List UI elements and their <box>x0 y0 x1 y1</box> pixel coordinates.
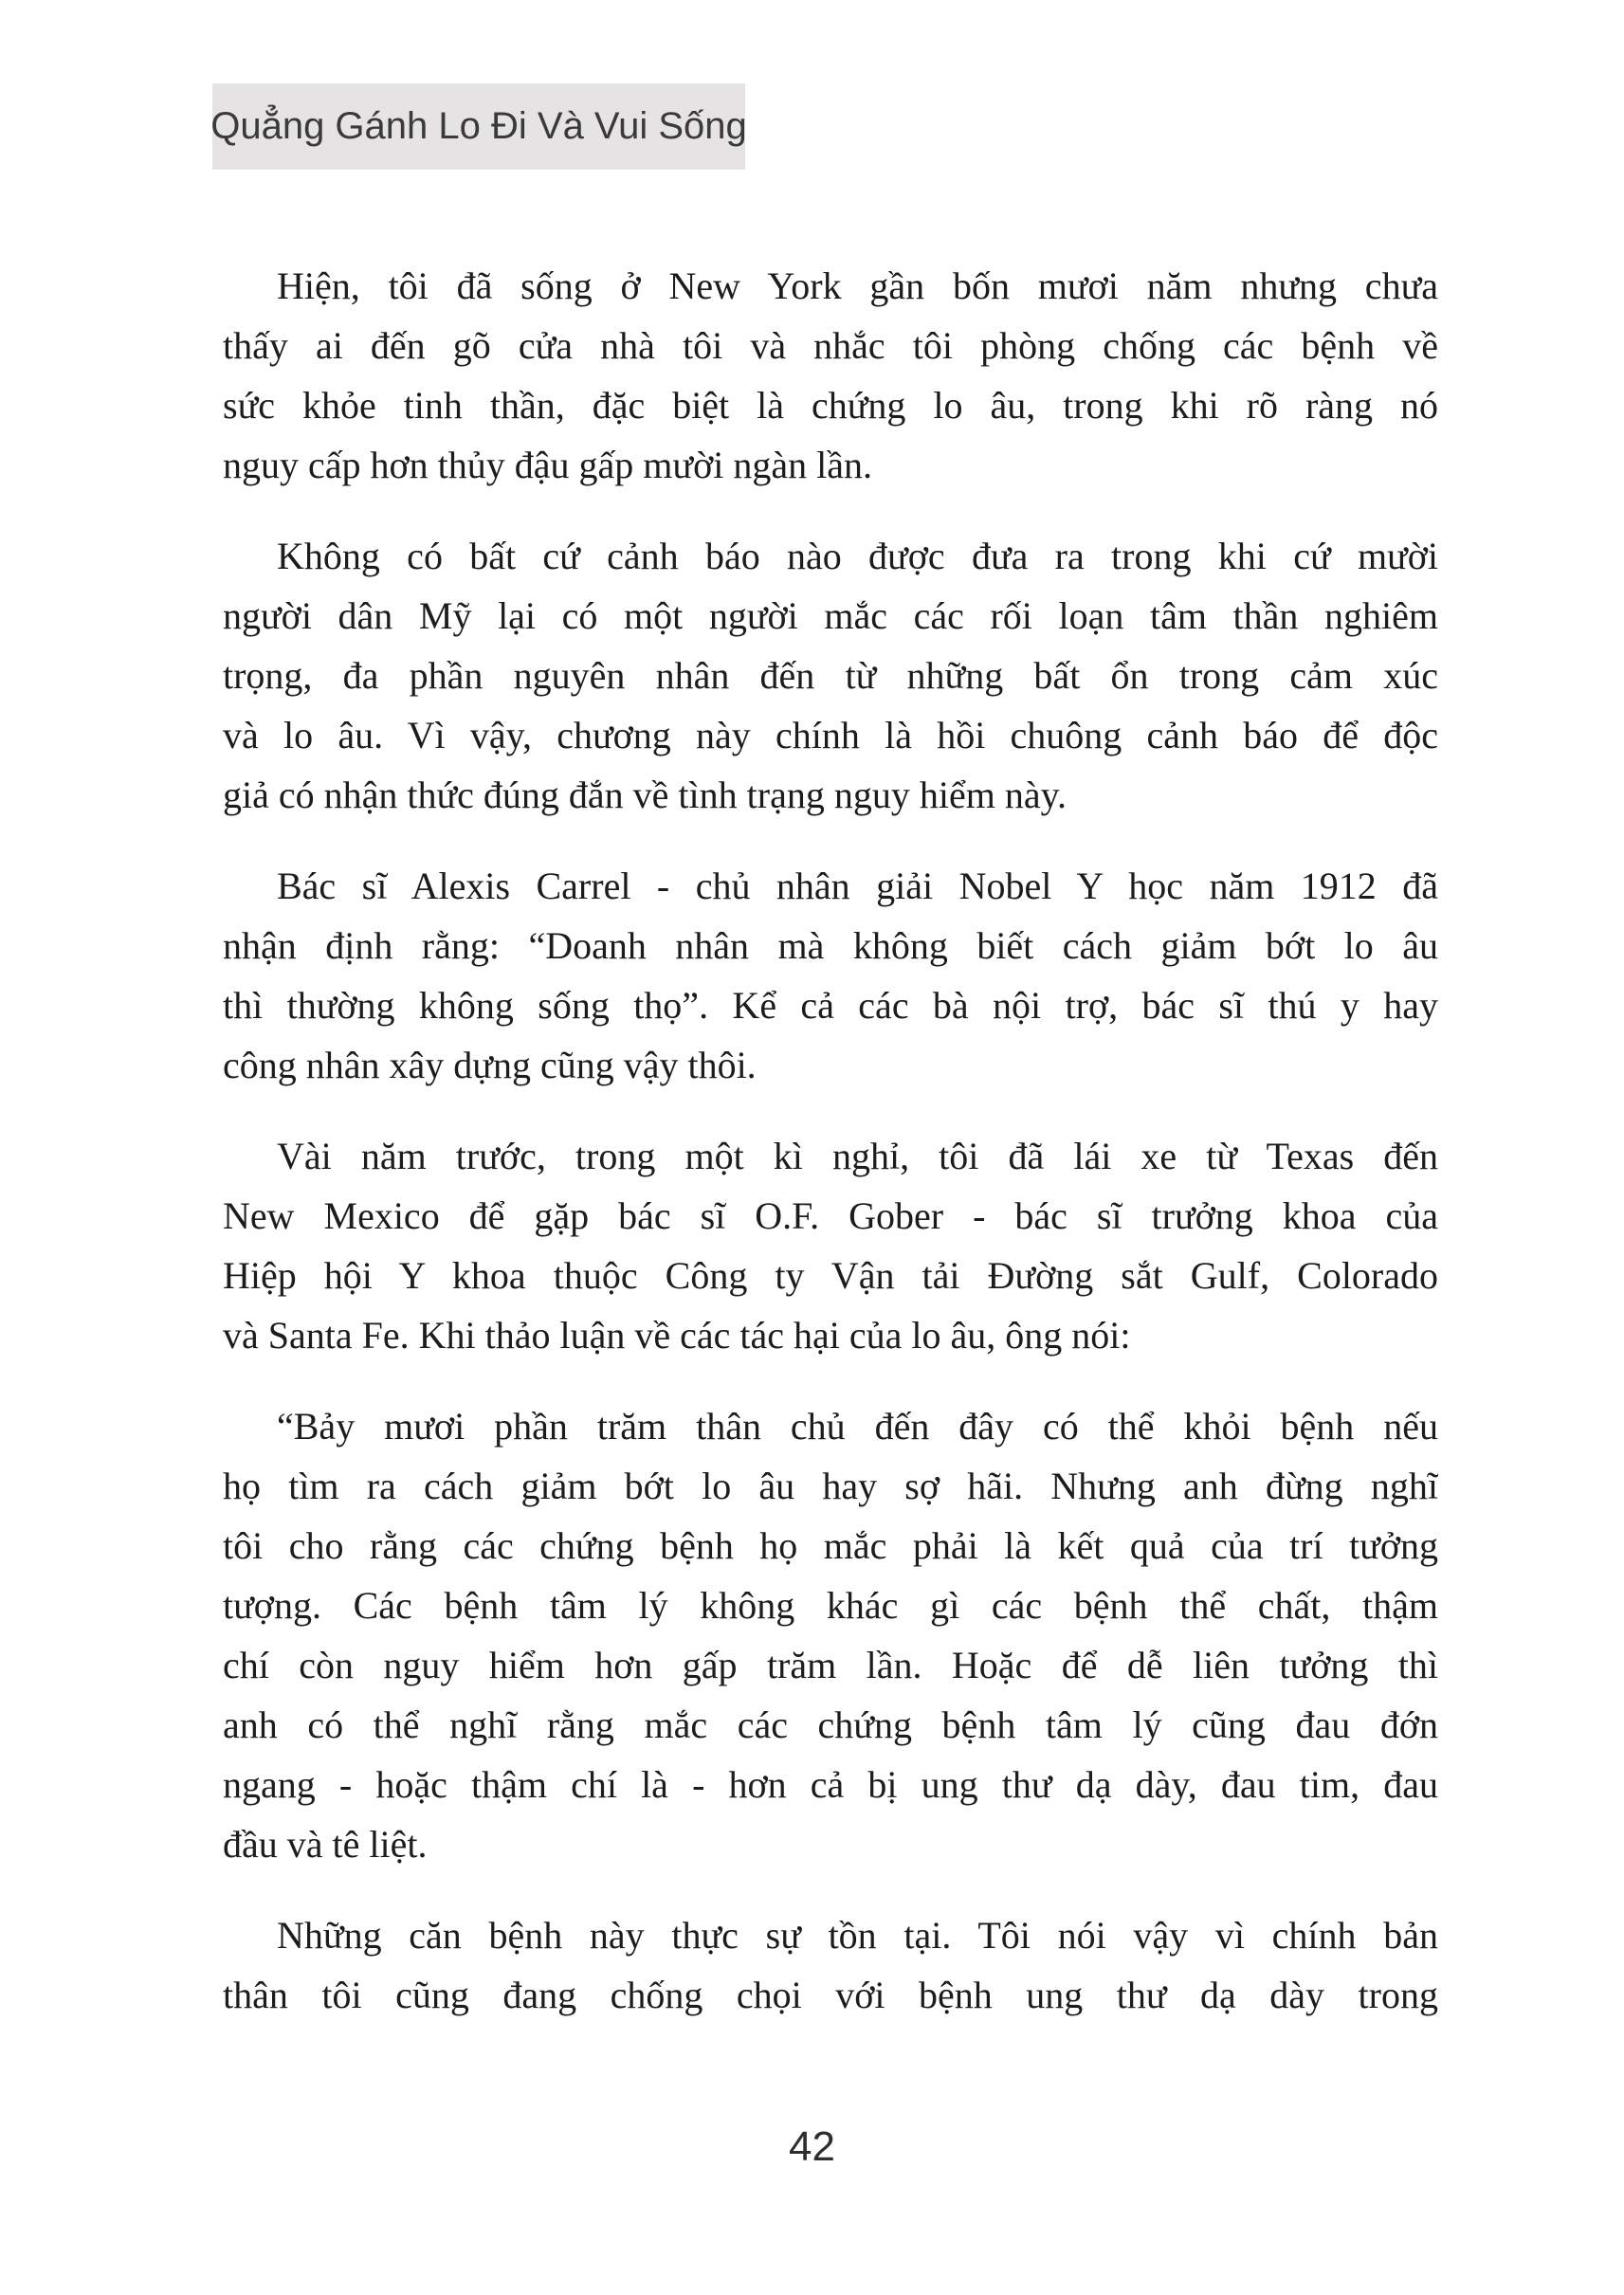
text-line: thì thường không sống thọ”. Kể cả các bà nội trợ, bác sĩ thú y hay <box>223 984 1438 1027</box>
paragraph <box>223 1905 1438 2025</box>
text-line: Không có bất cứ cảnh báo nào được đưa ra trong khi cứ mười <box>277 535 1438 577</box>
text-line: “Bảy mươi phần trăm thân chủ đến đây có thể khỏi bệnh nếu <box>277 1405 1438 1448</box>
text-line: Những căn bệnh này thực sự tồn tại. Tôi nói vậy vì chính bản <box>277 1914 1438 1957</box>
text-line: đầu và tê liệt. <box>223 1823 428 1866</box>
text-line: và Santa Fe. Khi thảo luận về các tác hại của lo âu, ông nói: <box>223 1314 1131 1357</box>
text-line: tượng. Các bệnh tâm lý không khác gì các bệnh thể chất, thậm <box>223 1584 1438 1627</box>
page-body <box>223 256 1438 2056</box>
book-title: Quẳng Gánh Lo Đi Và Vui Sống <box>210 105 747 147</box>
text-line: Hiện, tôi đã sống ở New York gần bốn mươi năm nhưng chưa <box>277 264 1438 307</box>
text-line: công nhân xây dựng cũng vậy thôi. <box>223 1044 757 1086</box>
text-line: nguy cấp hơn thủy đậu gấp mười ngàn lần. <box>223 444 872 486</box>
text-line: và lo âu. Vì vậy, chương này chính là hồi chuông cảnh báo để độc <box>223 714 1438 756</box>
text-line: New Mexico để gặp bác sĩ O.F. Gober - bác sĩ trưởng khoa của <box>223 1194 1438 1237</box>
text-line: thân tôi cũng đang chống chọi với bệnh ung thư dạ dày trong <box>223 1974 1438 2016</box>
paragraph <box>223 1126 1438 1365</box>
text-line: tôi cho rằng các chứng bệnh họ mắc phải là kết quả của trí tưởng <box>223 1524 1438 1567</box>
text-line: Vài năm trước, trong một kì nghỉ, tôi đã lái xe từ Texas đến <box>277 1135 1438 1177</box>
text-line: chí còn nguy hiểm hơn gấp trăm lần. Hoặc để dễ liên tưởng thì <box>223 1644 1438 1686</box>
text-line: Hiệp hội Y khoa thuộc Công ty Vận tải Đường sắt Gulf, Colorado <box>223 1254 1438 1297</box>
text-line: nhận định rằng: “Doanh nhân mà không biết cách giảm bớt lo âu <box>223 924 1438 967</box>
paragraph <box>223 1396 1438 1874</box>
text-line: trọng, đa phần nguyên nhân đến từ những bất ổn trong cảm xúc <box>223 654 1438 697</box>
text-line: giả có nhận thức đúng đắn về tình trạng nguy hiểm này. <box>223 774 1067 816</box>
text-line: ngang - hoặc thậm chí là - hơn cả bị ung thư dạ dày, đau tim, đau <box>223 1763 1438 1806</box>
paragraph <box>223 526 1438 825</box>
text-line: họ tìm ra cách giảm bớt lo âu hay sợ hãi. Nhưng anh đừng nghĩ <box>223 1465 1438 1507</box>
page-number: 42 <box>789 2123 835 2170</box>
text-line: thấy ai đến gõ cửa nhà tôi và nhắc tôi phòng chống các bệnh về <box>223 324 1438 367</box>
paragraph <box>223 856 1438 1095</box>
text-line: Bác sĩ Alexis Carrel - chủ nhân giải Nobel Y học năm 1912 đã <box>277 865 1438 907</box>
text-line: người dân Mỹ lại có một người mắc các rối loạn tâm thần nghiêm <box>223 594 1438 637</box>
running-header <box>212 83 745 170</box>
text-line: anh có thể nghĩ rằng mắc các chứng bệnh tâm lý cũng đau đớn <box>223 1703 1438 1746</box>
text-line: sức khỏe tinh thần, đặc biệt là chứng lo âu, trong khi rõ ràng nó <box>223 384 1438 427</box>
paragraph <box>223 256 1438 495</box>
